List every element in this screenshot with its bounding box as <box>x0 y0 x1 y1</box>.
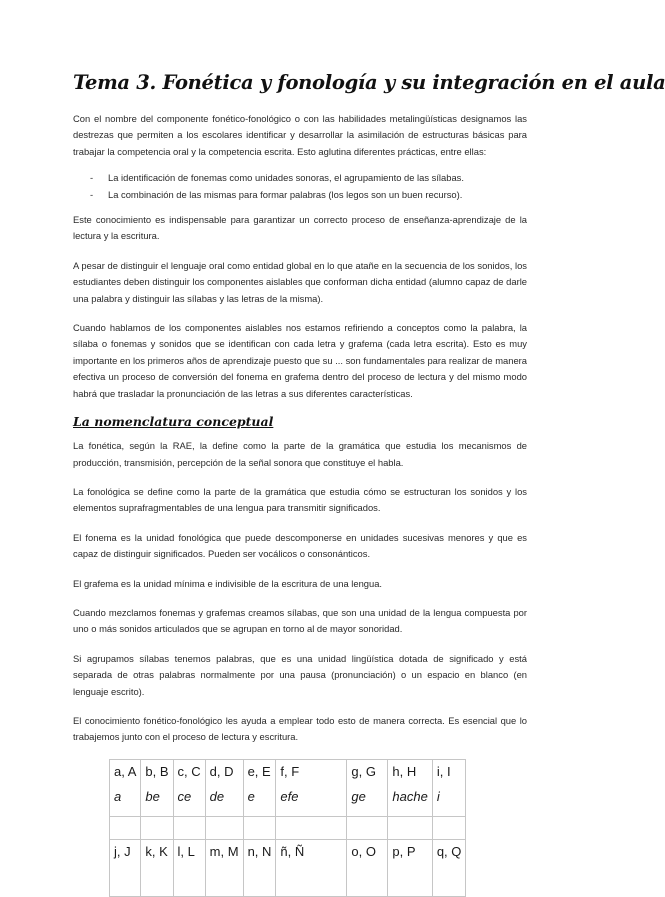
alphabet-cell: d, D de <box>205 759 243 816</box>
alphabet-cell: b, B be <box>141 759 173 816</box>
alphabet-cell: g, G ge <box>347 759 388 816</box>
alphabet-cell: k, K <box>141 839 173 896</box>
section-heading: La nomenclatura conceptual <box>73 414 274 430</box>
intro-paragraph: Con el nombre del componente fonético-fonológico o con las habilidades metalingüísticas designamos las destrezas que permiten a los escolares identificar y desarrollar la asimilación de estructuras básicas para trabajar la competencia oral y la competencia escrita. Esto aglutina diferentes prácticas, entre ellas: <box>73 113 527 157</box>
paragraph-hablamos: Cuando hablamos de los componentes aislables nos estamos refiriendo a conceptos como la palabra, la sílaba o fonemas y sonidos que se identifican con cada letra y grafema (cada letra escrita). Esto es muy importante en los primeros años de aprendizaje puesto que su ... son fundamentales para realizar de manera efectiva un proceso de conversión del fonema en grafema dentro del proceso de lectura y del mismo modo habrá que trasladar la pronunciación de las letras a sus diferentes características. <box>73 322 527 399</box>
paragraph-fonema: El fonema es la unidad fonológica que puede descomponerse en unidades sucesivas menores y que es capaz de distinguir significados. Pueden ser vocálicos o consonánticos. <box>73 531 527 560</box>
alphabet-cell: a, A a <box>110 759 141 816</box>
practices-list <box>73 170 527 203</box>
page-title: Tema 3. Fonética y fonología y su integración en el aula <box>73 71 665 94</box>
alphabet-cell: p, P <box>388 839 432 896</box>
alphabet-cell: e, E e <box>243 759 276 816</box>
alphabet-cell: o, O <box>347 839 388 896</box>
paragraph-conocimiento: Este conocimiento es indispensable para garantizar un correcto proceso de enseñanza-aprendizaje de la lectura y la escritura. <box>73 214 527 242</box>
alphabet-cell: q, Q <box>432 839 466 896</box>
alphabet-cell: l, L <box>173 839 205 896</box>
table-row <box>110 839 466 896</box>
table-row <box>110 816 466 839</box>
paragraph-pesar: A pesar de distinguir el lenguaje oral como entidad global en lo que atañe en la secuencia de los sonidos, los estudiantes deben distinguir los componentes aislables que conforman dicha entidad (alumno capaz de darle una palabra y distinguir las sílabas y las letras de la misma). <box>73 259 527 304</box>
alphabet-cell: c, C ce <box>173 759 205 816</box>
alphabet-table <box>109 759 466 897</box>
list-item: - La identificación de fonemas como unidades sonoras, el agrupamiento de las sílabas. <box>90 172 464 184</box>
list-item: - La combinación de las mismas para formar palabras (los legos son un buen recurso). <box>90 188 463 200</box>
document-body <box>73 111 527 897</box>
alphabet-cell: h, H hache <box>388 759 432 816</box>
paragraph-agrupamos: Si agrupamos sílabas tenemos palabras, que es una unidad lingüística dotada de significado y está separada de otras palabras normalmente por una pausa (pronunciación) o un espacio en blanco (en lenguaje escrito). <box>73 652 527 697</box>
alphabet-cell: i, I i <box>432 759 466 816</box>
alphabet-cell: n, N <box>243 839 276 896</box>
alphabet-cell: f, F efe <box>276 759 347 816</box>
paragraph-mezclamos: Cuando mezclamos fonemas y grafemas creamos sílabas, que son una unidad de la lengua compuesta por uno o más sonidos articulados que se agrupan en torno al de mayor sonoridad. <box>73 606 527 635</box>
paragraph-fonetica: La fonética, según la RAE, la define como la parte de la gramática que estudia los mecanismos de producción, transmisión, percepción de la señal sonora que constituye el habla. <box>73 440 527 468</box>
alphabet-cell: ñ, Ñ <box>276 839 347 896</box>
table-row <box>110 759 466 816</box>
paragraph-conocimiento2: El conocimiento fonético-fonológico les ayuda a emplear todo esto de manera correcta. Es esencial que lo trabajemos junto con el proceso de lectura y escritura. <box>73 714 527 743</box>
alphabet-cell: m, M <box>205 839 243 896</box>
paragraph-grafema: El grafema es la unidad mínima e indivisible de la escritura de una lengua. <box>73 577 383 589</box>
paragraph-fonologica: La fonológica se define como la parte de la gramática que estudia cómo se estructuran los sonidos y los elementos suprafragmentables de una lengua para transmitir significados. <box>73 485 527 514</box>
alphabet-cell: j, J <box>110 839 141 896</box>
